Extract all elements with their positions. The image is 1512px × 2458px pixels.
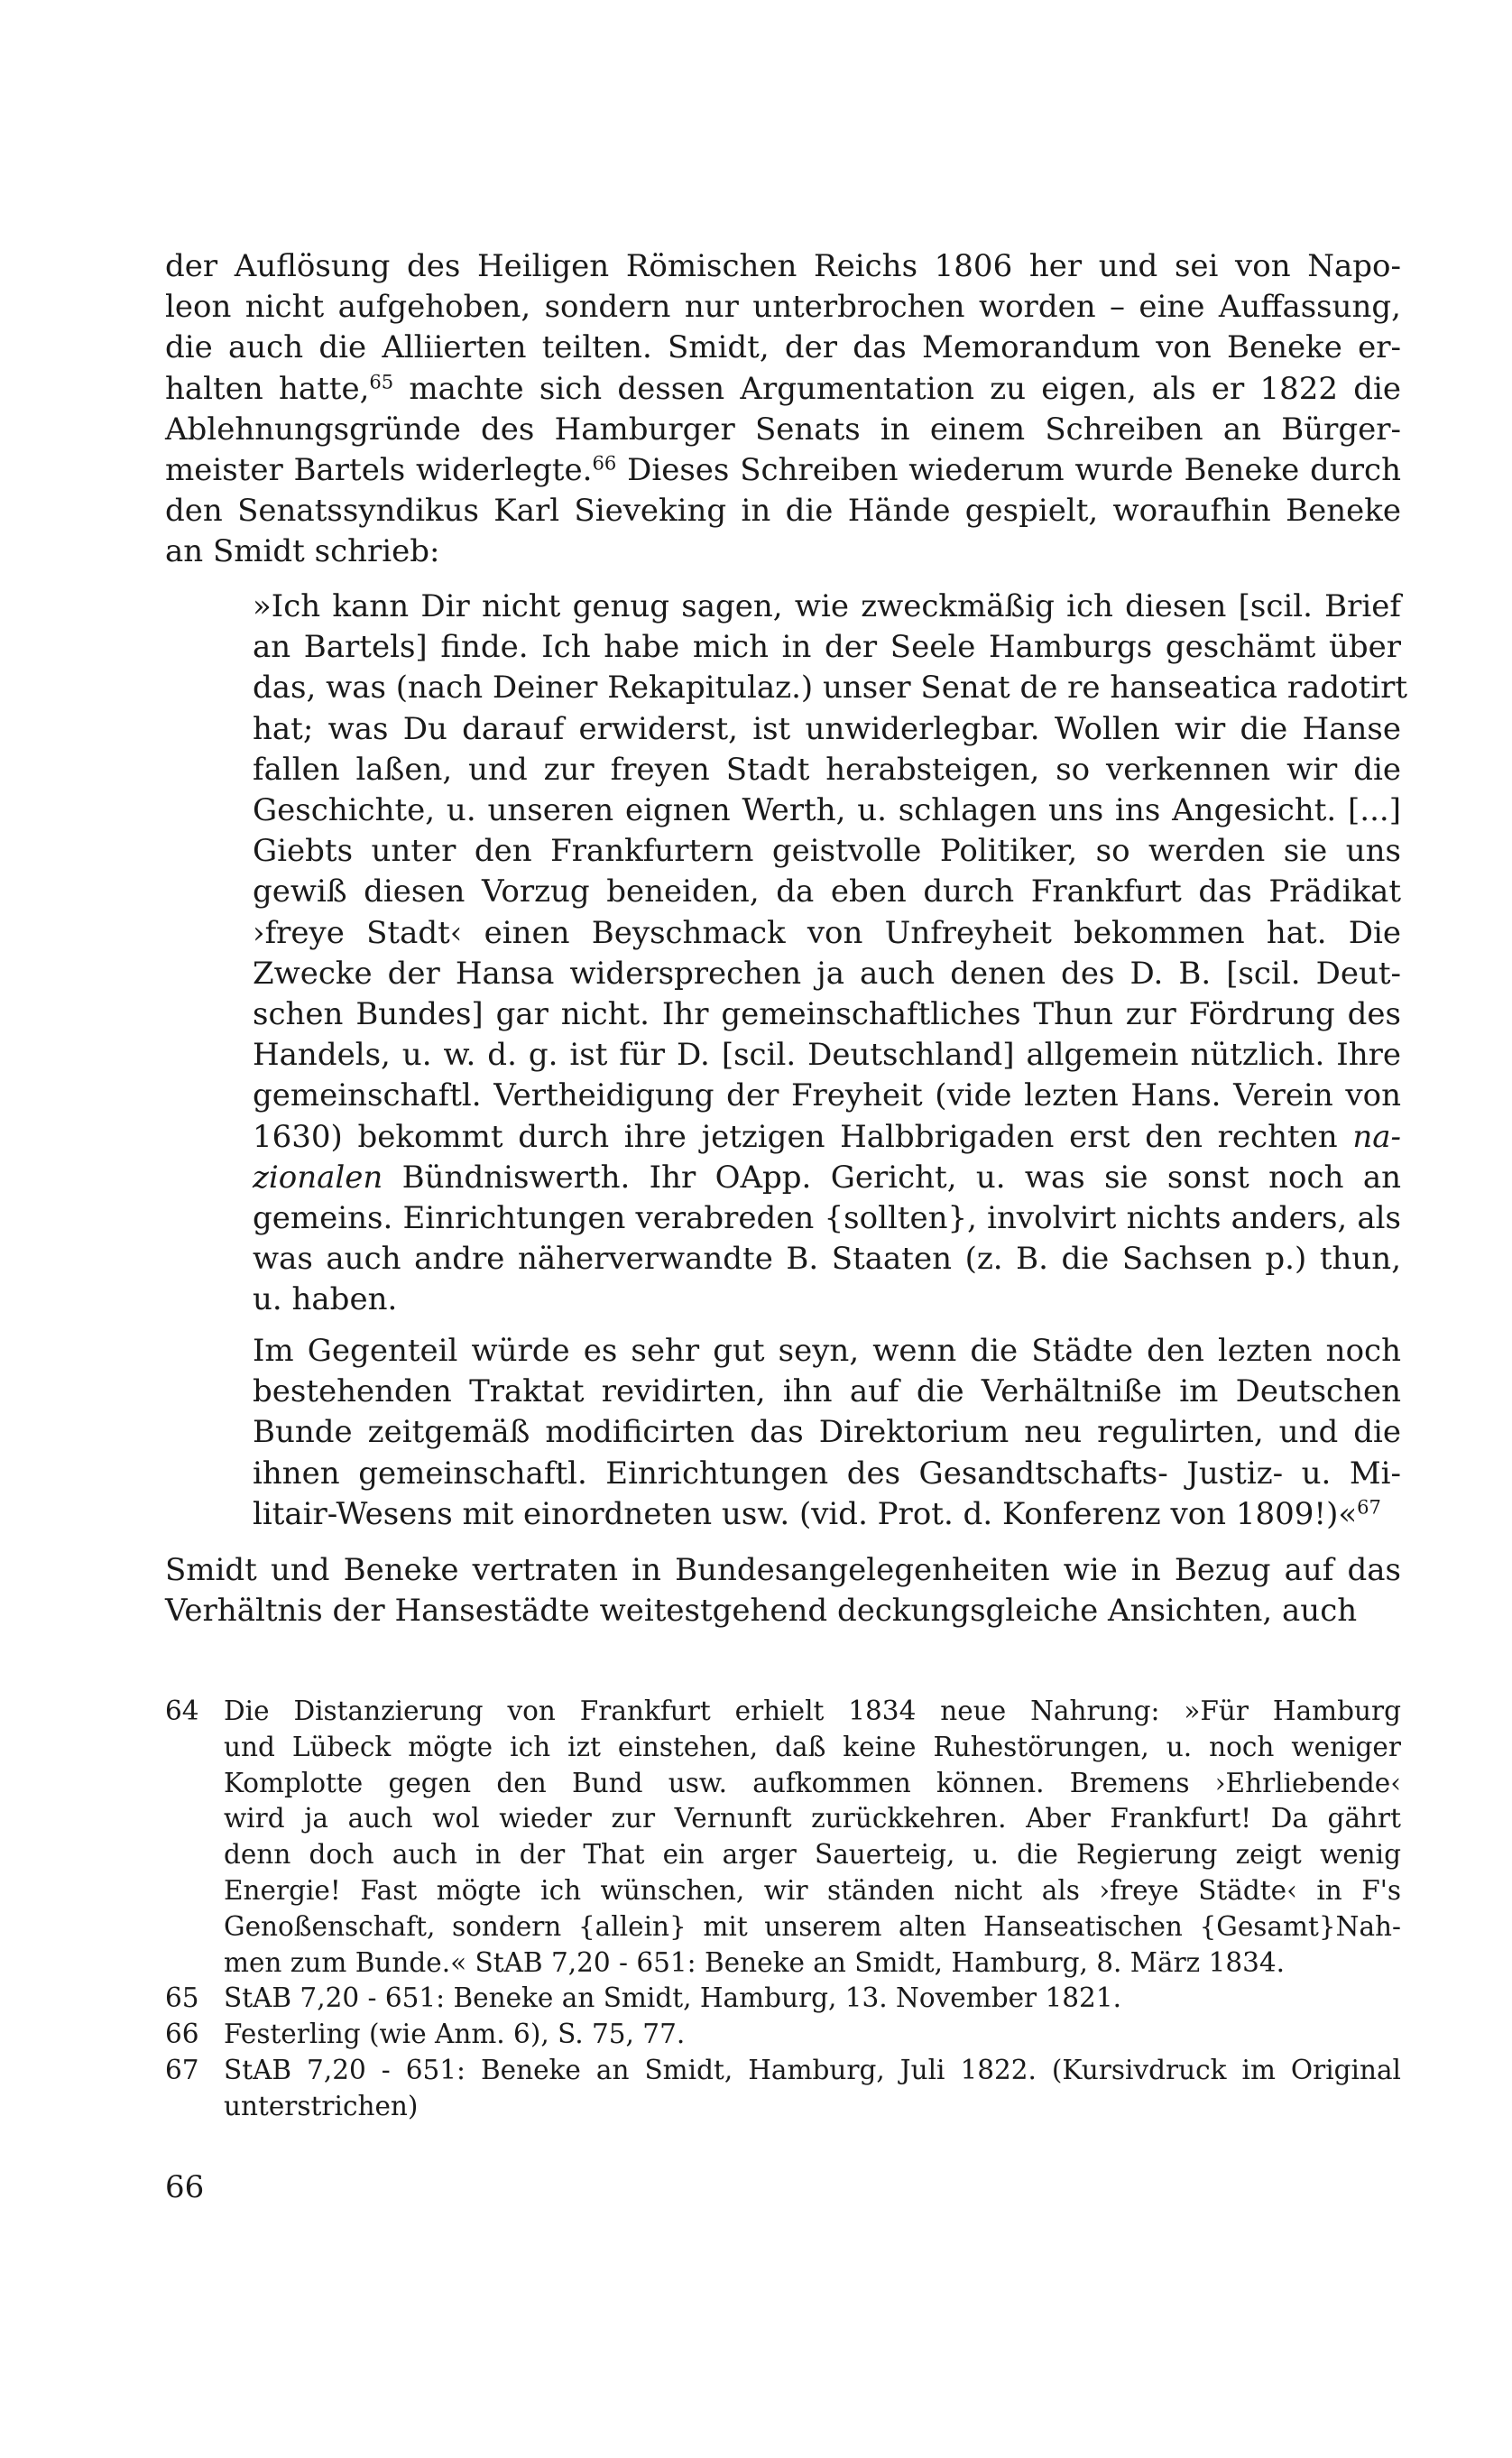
page-number: 66 bbox=[165, 2169, 205, 2205]
text-line bbox=[253, 1373, 1401, 1410]
text-line bbox=[253, 1495, 1381, 1532]
footnote-ref: 65 bbox=[369, 370, 394, 393]
footnote-line: Energie! Fast mögte ich wünschen, wir ständen nicht als ›freye Städte‹ in F's bbox=[224, 1875, 1401, 1906]
footnote-ref: 67 bbox=[1357, 1495, 1381, 1519]
footnote-line: StAB 7,20 - 651: Beneke an Smidt, Hamburg, Juli 1822. (Kursivdruck im Original bbox=[224, 2055, 1401, 2085]
text-run: gemeinschaftl. Vertheidigung der Freyheit (vide lezten Hans. Verein von bbox=[253, 1077, 1401, 1114]
text-run: gewiß diesen Vorzug beneiden, da eben durch Frankfurt das Prädikat bbox=[253, 873, 1401, 910]
text-run: Geschichte, u. unseren eignen Werth, u. schlagen uns ins Angesicht. [...] bbox=[253, 792, 1401, 828]
text-run: u. haben. bbox=[253, 1281, 398, 1318]
text-line bbox=[165, 493, 1401, 530]
footnote-line: Genoßenschaft, sondern {allein} mit unserem alten Hanseatischen {Gesamt}Nah- bbox=[224, 1910, 1401, 1942]
text-line bbox=[253, 1281, 398, 1318]
text-line bbox=[253, 914, 1401, 951]
text-line bbox=[253, 1333, 1401, 1369]
text-run: 1630) bekommt durch ihre jetzigen Halbbrigaden erst den rechten bbox=[253, 1118, 1353, 1155]
text-line bbox=[253, 1159, 1401, 1196]
text-run: fallen laßen, und zur freyen Stadt herabsteigen, so verkennen wir die bbox=[253, 751, 1401, 788]
text-line bbox=[165, 289, 1401, 326]
footnote-line: StAB 7,20 - 651: Beneke an Smidt, Hamburg, 13. November 1821. bbox=[224, 1982, 1121, 2014]
text-run: ihnen gemeinschaftl. Einrichtungen des Gesandtschafts- Justiz- u. Mi- bbox=[253, 1455, 1401, 1492]
text-run: Handels, u. w. d. g. ist für D. [scil. Deutschland] allgemein nützlich. Ihre bbox=[253, 1037, 1401, 1074]
text-run: halten hatte, bbox=[165, 370, 370, 407]
text-line bbox=[253, 1037, 1401, 1074]
text-run: litair-Wesens mit einordneten usw. (vid. Prot. d. Konferenz von 1809!)« bbox=[253, 1495, 1358, 1532]
text-line bbox=[165, 329, 1401, 366]
text-run: was auch andre näherverwandte B. Staaten (z. B. die Sachsen p.) thun, bbox=[253, 1241, 1401, 1278]
text-run: das, was (nach Deiner Rekapitulaz.) unser Senat de re hanseatica radotirt bbox=[253, 670, 1408, 707]
footnote-line: Festerling (wie Anm. 6), S. 75, 77. bbox=[224, 2019, 686, 2050]
text-run: die auch die Alliierten teilten. Smidt, der das Memorandum von Beneke er- bbox=[165, 329, 1401, 366]
text-run: der Auflösung des Heiligen Römischen Reichs 1806 her und sei von Napo- bbox=[165, 248, 1401, 284]
text-line bbox=[253, 629, 1401, 666]
footnote-number: 66 bbox=[165, 2019, 199, 2050]
text-line bbox=[253, 955, 1401, 992]
text-run: Giebts unter den Frankfurtern geistvolle Politiker, so werden sie uns bbox=[253, 833, 1401, 870]
text-run: Im Gegenteil würde es sehr gut seyn, wenn die Städte den lezten noch bbox=[253, 1333, 1401, 1369]
text-line bbox=[253, 710, 1401, 747]
footnote-number: 67 bbox=[165, 2055, 199, 2085]
text-line bbox=[165, 533, 440, 570]
footnote-line: und Lübeck mögte ich izt einstehen, daß keine Ruhestörungen, u. noch weniger bbox=[224, 1731, 1401, 1762]
text-line bbox=[253, 996, 1401, 1032]
text-line bbox=[253, 873, 1401, 910]
footnote-line: unterstrichen) bbox=[224, 2090, 419, 2121]
text-run: den Senatssyndikus Karl Sieveking in die Hände gespielt, woraufhin Beneke bbox=[165, 493, 1401, 530]
text-run: Ablehnungsgründe des Hamburger Senats in einem Schreiben an Bürger- bbox=[165, 411, 1401, 448]
text-line bbox=[253, 1455, 1401, 1492]
text-run: ›freye Stadt‹ einen Beyschmack von Unfreyheit bekommen hat. Die bbox=[253, 914, 1401, 951]
text-run: meister Bartels widerlegte. bbox=[165, 452, 593, 488]
text-run: Bunde zeitgemäß modificirten das Direktorium neu regulirten, und die bbox=[253, 1414, 1401, 1451]
text-line bbox=[165, 1593, 1358, 1630]
text-line bbox=[165, 370, 1401, 407]
text-line bbox=[165, 411, 1401, 448]
text-run: Dieses Schreiben wiederum wurde Beneke durch bbox=[616, 452, 1401, 488]
text-line bbox=[165, 451, 1401, 488]
footnote-line: Die Distanzierung von Frankfurt erhielt 1834 neue Nahrung: »Für Hamburg bbox=[224, 1696, 1401, 1726]
text-line bbox=[253, 751, 1401, 788]
footnote-number: 64 bbox=[165, 1696, 199, 1726]
text-line bbox=[253, 1200, 1401, 1236]
footnote-number: 65 bbox=[165, 1982, 199, 2014]
footnote-ref: 66 bbox=[592, 451, 617, 475]
text-run: zionalen bbox=[253, 1159, 383, 1196]
footnote-line: Komplotte gegen den Bund usw. aufkommen können. Bremens ›Ehrliebende‹ bbox=[224, 1767, 1401, 1798]
text-run: gemeins. Einrichtungen verabreden {sollten}, involvirt nichts anders, als bbox=[253, 1200, 1401, 1236]
text-run: Verhältnis der Hansestädte weitestgehend deckungsgleiche Ansichten, auch bbox=[165, 1593, 1358, 1630]
text-line bbox=[253, 1241, 1401, 1278]
text-line bbox=[253, 1414, 1401, 1451]
text-run: Zwecke der Hansa widersprechen ja auch denen des D. B. [scil. Deut- bbox=[253, 955, 1401, 992]
text-run: hat; was Du darauf erwiderst, ist unwiderlegbar. Wollen wir die Hanse bbox=[253, 710, 1401, 747]
text-run: Bündniswerth. Ihr OApp. Gericht, u. was sie sonst noch an bbox=[383, 1159, 1401, 1196]
text-line bbox=[253, 1077, 1401, 1114]
text-run: »Ich kann Dir nicht genug sagen, wie zweckmäßig ich diesen [scil. Brief bbox=[253, 588, 1401, 624]
text-line bbox=[253, 588, 1401, 624]
text-run: Smidt und Beneke vertraten in Bundesangelegenheiten wie in Bezug auf das bbox=[165, 1552, 1401, 1588]
text-run: na- bbox=[1352, 1118, 1401, 1155]
footnote-line: men zum Bunde.« StAB 7,20 - 651: Beneke an Smidt, Hamburg, 8. März 1834. bbox=[224, 1946, 1286, 1978]
text-run: an Smidt schrieb: bbox=[165, 533, 440, 570]
text-line bbox=[253, 833, 1401, 870]
text-run: leon nicht aufgehoben, sondern nur unterbrochen worden – eine Auffassung, bbox=[165, 289, 1401, 326]
text-line bbox=[165, 248, 1401, 284]
text-run: bestehenden Traktat revidirten, ihn auf die Verhältniße im Deutschen bbox=[253, 1373, 1401, 1410]
text-line bbox=[253, 1118, 1401, 1155]
text-line bbox=[165, 1552, 1401, 1588]
text-run: machte sich dessen Argumentation zu eigen, als er 1822 die bbox=[393, 370, 1401, 407]
text-line bbox=[253, 670, 1408, 707]
text-run: schen Bundes] gar nicht. Ihr gemeinschaftliches Thun zur Fördrung des bbox=[253, 996, 1401, 1032]
footnote-line: denn doch auch in der That ein arger Sauerteig, u. die Regierung zeigt wenig bbox=[224, 1839, 1401, 1871]
text-line bbox=[253, 792, 1401, 828]
footnote-line: wird ja auch wol wieder zur Vernunft zurückkehren. Aber Frankfurt! Da gährt bbox=[224, 1803, 1401, 1834]
text-run: an Bartels] finde. Ich habe mich in der Seele Hamburgs geschämt über bbox=[253, 629, 1401, 666]
